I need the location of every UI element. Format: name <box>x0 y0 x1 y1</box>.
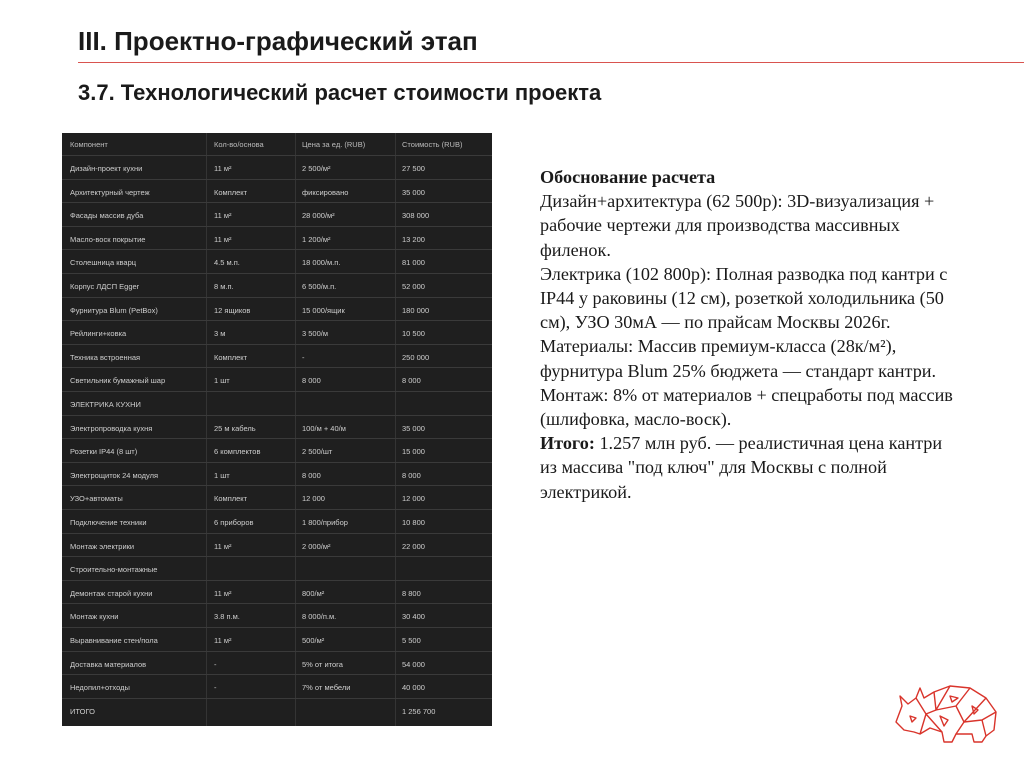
notes-paragraph-materials: Материалы: Массив премиум-класса (28к/м²), фурнитура Blum 25% бюджета — стандарт кантри. <box>540 336 937 381</box>
cell-unit-price: 3 500/м <box>302 329 329 339</box>
cell-quantity: 11 м² <box>214 211 232 221</box>
table-row <box>62 509 492 534</box>
cell-component: Дизайн-проект кухни <box>70 164 143 173</box>
cell-unit-price: фиксировано <box>302 187 349 197</box>
notes-paragraph-electrical: Электрика (102 800р): Полная разводка под кантри с IP44 у раковины (12 см), розеткой холодильника (50 см), УЗО 30мА — по прайсам Москвы 2026г. <box>540 263 948 333</box>
cell-quantity: 6 комплектов <box>214 447 261 457</box>
cell-cost: 10 500 <box>402 329 425 339</box>
table-row <box>62 603 492 628</box>
table-row <box>62 179 492 204</box>
cell-component: Розетки IP44 (8 шт) <box>70 447 138 457</box>
cell-component: Техника встроенная <box>70 352 141 362</box>
cell-component: Архитектурный чертеж <box>70 187 150 197</box>
notes-total-label: Итого: <box>540 433 595 454</box>
slide-subtitle: 3.7. Технологический расчет стоимости проекта <box>78 80 602 105</box>
cell-cost: 30 400 <box>402 612 425 622</box>
cell-unit-price: 15 000/ящик <box>302 305 345 315</box>
cell-quantity: - <box>214 683 217 693</box>
notes-paragraph-installation: Монтаж: 8% от материалов + спецработы под массив (шлифовка, масло-воск). <box>540 384 953 430</box>
cell-component: Электропроводка кухня <box>70 423 153 433</box>
cell-component: Доставка материалов <box>70 659 147 669</box>
title-divider <box>78 62 1024 63</box>
cell-cost: 308 000 <box>402 211 430 221</box>
table-row <box>62 391 492 416</box>
cell-component: ИТОГО <box>70 706 95 716</box>
cell-cost: 35 000 <box>402 423 425 433</box>
cell-unit-price: 28 000/м² <box>302 211 335 221</box>
cell-component: Монтаж электрики <box>70 541 135 551</box>
cell-component: Светильник бумажный шар <box>70 376 166 386</box>
cell-component: Монтаж кухни <box>70 612 119 622</box>
cell-cost: 40 000 <box>402 683 425 693</box>
cell-component: УЗО+автоматы <box>70 494 123 504</box>
cell-quantity: - <box>214 659 217 669</box>
table-row <box>62 485 492 510</box>
cell-component: Корпус ЛДСП Egger <box>70 282 140 291</box>
cell-unit-price: 2 500/шт <box>302 447 333 457</box>
cell-cost: 10 800 <box>402 518 425 527</box>
cell-cost: 13 200 <box>402 234 425 244</box>
table-row <box>62 698 492 723</box>
cell-unit-price: 2 000/м² <box>302 541 331 551</box>
cell-quantity: 11 м² <box>214 636 232 645</box>
cell-cost: 52 000 <box>402 282 425 291</box>
notes-total-text: 1.257 млн руб. — реалистичная цена кантри из массива "под ключ" для Москвы с полной электрикой. <box>540 433 943 502</box>
cell-quantity: 11 м² <box>214 234 232 244</box>
table-row <box>62 320 492 345</box>
cell-quantity: 12 ящиков <box>214 305 251 315</box>
cell-component: Выравнивание стен/пола <box>70 636 158 645</box>
cost-table <box>62 133 492 726</box>
cell-component: Строительно-монтажные <box>70 565 158 575</box>
cell-quantity: 4.5 м.п. <box>214 258 240 268</box>
cell-unit-price: 800/м² <box>302 588 325 598</box>
cell-unit-price: 8 000 <box>302 470 321 480</box>
cell-cost: 35 000 <box>402 187 425 197</box>
cell-quantity: 8 м.п. <box>214 282 234 291</box>
cell-unit-price: 2 500/м² <box>302 164 331 173</box>
table-row <box>62 651 492 676</box>
table-row <box>62 155 492 180</box>
table-row <box>62 226 492 251</box>
column-header: Стоимость (RUB) <box>402 140 463 149</box>
cell-cost: 8 000 <box>402 470 421 480</box>
cell-component: Столешница кварц <box>70 258 137 268</box>
table-row <box>62 438 492 463</box>
slide-title: III. Проектно-графический этап <box>78 26 478 56</box>
cell-cost: 8 000 <box>402 376 421 386</box>
cell-cost: 54 000 <box>402 659 425 669</box>
cell-unit-price: 8 000/п.м. <box>302 612 337 622</box>
cell-component: Фурнитура Blum (PetBox) <box>70 305 158 315</box>
cell-unit-price: 1 200/м² <box>302 234 331 244</box>
table-row <box>62 297 492 322</box>
cell-quantity: Комплект <box>214 187 248 197</box>
cell-cost: 250 000 <box>402 352 430 362</box>
cell-unit-price: 18 000/м.п. <box>302 258 341 268</box>
notes-paragraph-design: Дизайн+архитектура (62 500р): 3D-визуализация + рабочие чертежи для производства массивных филенок. <box>540 191 935 260</box>
cell-unit-price: 1 800/прибор <box>302 518 348 527</box>
cell-quantity: 11 м² <box>214 588 232 598</box>
table-row <box>62 367 492 392</box>
table-row <box>62 556 492 581</box>
cell-quantity: 11 м² <box>214 541 232 551</box>
column-header: Компонент <box>70 140 108 149</box>
cell-component: Подключение техники <box>70 518 147 527</box>
cell-cost: 8 800 <box>402 588 421 598</box>
calculation-notes <box>540 165 960 504</box>
cell-quantity: 25 м кабель <box>214 423 256 433</box>
cell-component: Фасады массив дуба <box>70 211 144 221</box>
cell-quantity: 6 приборов <box>214 518 254 527</box>
table-row <box>62 533 492 558</box>
cell-component: Рейлинги+ковка <box>70 329 127 339</box>
notes-total <box>540 431 960 504</box>
table-row <box>62 273 492 298</box>
cell-quantity: Комплект <box>214 494 248 504</box>
cell-cost: 5 500 <box>402 636 421 645</box>
cell-component: Электрощиток 24 модуля <box>70 470 159 480</box>
cell-unit-price: 500/м² <box>302 636 325 645</box>
cell-unit-price: - <box>302 352 305 362</box>
table-row <box>62 580 492 605</box>
table-row <box>62 344 492 369</box>
cell-quantity: 1 шт <box>214 376 230 386</box>
table-row <box>62 462 492 487</box>
cell-quantity: 11 м² <box>214 164 232 173</box>
cell-quantity: 1 шт <box>214 470 230 480</box>
column-header: Кол-во/основа <box>214 140 264 149</box>
cell-cost: 12 000 <box>402 494 425 504</box>
cell-component: Демонтаж старой кухни <box>70 588 153 598</box>
cell-unit-price: 7% от мебели <box>302 683 351 693</box>
cell-cost: 180 000 <box>402 305 430 315</box>
table-row <box>62 627 492 652</box>
table-row <box>62 202 492 227</box>
cell-unit-price: 6 500/м.п. <box>302 282 337 291</box>
cell-unit-price: 12 000 <box>302 494 325 504</box>
cell-unit-price: 100/м + 40/м <box>302 423 346 433</box>
cell-unit-price: 5% от итога <box>302 659 343 669</box>
cell-cost: 81 000 <box>402 258 425 268</box>
column-header: Цена за ед. (RUB) <box>302 140 366 149</box>
cell-component: ЭЛЕКТРИКА КУХНИ <box>70 400 141 409</box>
table-row <box>62 415 492 440</box>
cell-quantity: 3 м <box>214 329 226 339</box>
cell-cost: 27 500 <box>402 164 425 173</box>
cell-unit-price: 8 000 <box>302 376 321 386</box>
table-row <box>62 249 492 274</box>
cell-cost: 15 000 <box>402 447 425 457</box>
cell-cost: 1 256 700 <box>402 706 436 716</box>
rhino-logo-icon <box>890 676 1002 746</box>
table-row <box>62 674 492 699</box>
cell-component: Масло-воск покрытие <box>70 234 146 244</box>
cell-cost: 22 000 <box>402 541 425 551</box>
cell-quantity: Комплект <box>214 352 248 362</box>
cell-quantity: 3.8 п.м. <box>214 612 240 622</box>
table-header-row <box>62 140 492 154</box>
notes-heading: Обоснование расчета <box>540 167 716 187</box>
cell-component: Недопил+отходы <box>70 683 130 693</box>
